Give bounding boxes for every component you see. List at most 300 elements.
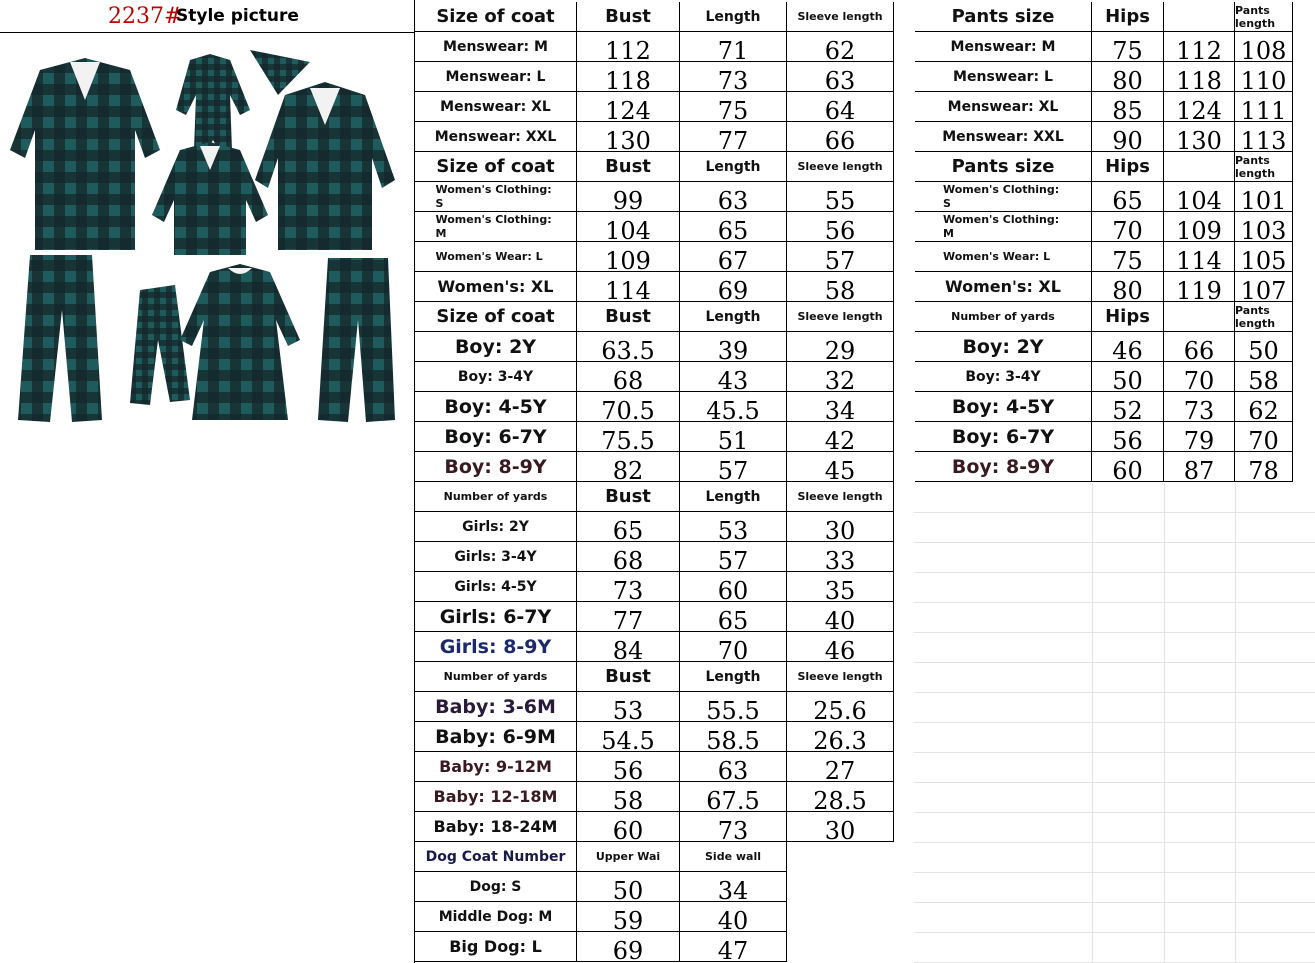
coat-value-text: 66 [824,126,856,152]
coat-header-2-1-text: Bust [605,306,651,327]
dog-value [680,902,787,932]
coat-value [787,782,894,812]
grid-line [914,662,1315,663]
dog-size-label [415,902,577,932]
coat-header-0-3-text: Sleeve length [797,10,883,23]
coat-value [577,62,680,92]
coat-header-0-2-text: Length [705,8,761,25]
coat-value-text: 33 [824,546,856,572]
pants-value-text: 62 [1248,396,1279,422]
pants-header-1-3-text: Pants length [1235,153,1276,180]
coat-size-label [415,722,577,752]
pants-value [1235,422,1293,452]
grid-line [914,782,1315,783]
pants-value [1235,242,1293,272]
pants-size-label-text: Boy: 3-4Y [965,368,1041,385]
pants-value-text: 58 [1248,366,1279,392]
coat-size-label-text: Girls: 4-5Y [454,578,537,595]
dog-value-text: 59 [612,906,644,932]
pants-value [1235,62,1293,92]
pants-header-0-1-text: Hips [1105,6,1150,27]
grid-line [914,512,1315,513]
coat-value-text: 65 [717,606,749,632]
pants-value [1235,452,1293,482]
coat-value [787,62,894,92]
grid-line [1164,483,1165,963]
pants-value-text: 103 [1240,216,1287,242]
coat-value-text: 73 [717,816,749,842]
pants-header-1-3 [1235,152,1293,182]
coat-size-label [415,392,577,422]
pants-size-label [915,422,1092,452]
pants-value-text: 108 [1240,36,1287,62]
pants-size-label [915,362,1092,392]
coat-value-text: 40 [824,606,856,632]
grid-line [914,722,1315,723]
coat-value-text: 75 [717,96,749,122]
coat-size-label [415,332,577,362]
coat-value-text: 124 [605,96,651,122]
pants-value-text: 66 [1183,336,1215,362]
dog-size-label-text: Big Dog: L [449,937,542,956]
coat-value [787,182,894,212]
coat-header-4-0 [415,662,577,692]
coat-value-text: 63 [824,66,856,92]
coat-value [787,32,894,62]
coat-value-text: 99 [612,186,644,212]
pants-value [1164,122,1235,152]
coat-size-label-text: Girls: 6-7Y [439,605,552,628]
coat-value [787,692,894,722]
coat-header-1-1 [577,152,680,182]
pants-value-text: 85 [1112,96,1143,122]
pants-header-1-2 [1164,152,1235,182]
adult-shirt-left [10,58,160,250]
pants-value-text: 56 [1112,426,1143,452]
coat-header-3-2-text: Length [705,488,761,505]
pants-value-text: 130 [1176,126,1222,152]
coat-header-4-3 [787,662,894,692]
coat-header-1-0-text: Size of coat [436,156,555,177]
pants-size-label-text: Boy: 8-9Y [951,455,1055,478]
pants-value [1164,182,1235,212]
pants-header-2-1-text: Hips [1105,306,1150,327]
pants-value-text: 78 [1248,456,1279,482]
kids-nightgown [180,264,300,420]
pants-value-text: 114 [1176,246,1222,272]
coat-value-text: 114 [605,276,651,302]
coat-size-label [415,212,577,242]
coat-value [577,212,680,242]
pants-value-text: 73 [1183,396,1215,422]
pants-size-label-text: Boy: 4-5Y [951,395,1055,418]
pants-value-text: 124 [1176,96,1222,122]
grid-line [1092,483,1093,963]
grid-line [914,542,1315,543]
coat-value [787,542,894,572]
pants-value [1235,272,1293,302]
grid-line [914,932,1315,933]
grid-line [914,902,1315,903]
coat-value-text: 45 [824,456,856,482]
coat-value [577,92,680,122]
pants-value [1235,332,1293,362]
pants-value [1235,122,1293,152]
coat-value-text: 26.3 [813,726,867,752]
grid-line [914,632,1315,633]
coat-header-1-0 [415,152,577,182]
coat-value [787,422,894,452]
pants-value [1164,272,1235,302]
pants-value-text: 110 [1240,66,1287,92]
dog-value-text: 34 [717,876,749,902]
dog-header-0 [415,842,577,872]
pants-value [1092,212,1164,242]
grid-line [914,572,1315,573]
coat-header-2-3 [787,302,894,332]
pants-value [1164,32,1235,62]
grid-line [914,842,1315,843]
pants-value [1235,32,1293,62]
coat-value [680,62,787,92]
dog-header-2 [680,842,787,872]
coat-value [680,752,787,782]
coat-value [680,572,787,602]
coat-header-4-3-text: Sleeve length [797,670,883,683]
pants-value-text: 105 [1240,246,1287,272]
dog-header-1-text: Upper Wai [595,850,661,863]
kids-pants [130,285,190,405]
coat-value-text: 57 [717,546,749,572]
coat-value-text: 65 [612,516,644,542]
dog-value [577,872,680,902]
coat-value-text: 35 [824,576,856,602]
coat-header-3-0-text: Number of yards [443,490,548,503]
coat-value-text: 53 [612,696,644,722]
coat-size-label-text: Baby: 6-9M [435,725,556,748]
coat-size-label-text: Women's Clothing: M [435,212,552,240]
pants-value-text: 65 [1112,186,1143,212]
pants-value-text: 70 [1112,216,1143,242]
pants-value [1092,362,1164,392]
coat-value-text: 68 [612,366,644,392]
coat-header-4-2 [680,662,787,692]
dog-header-1 [577,842,680,872]
coat-size-label [415,632,577,662]
coat-value [577,542,680,572]
coat-size-label [415,122,577,152]
coat-value-text: 46 [824,636,856,662]
coat-value [787,362,894,392]
pants-size-label [915,242,1092,272]
pants-header-2-1 [1092,302,1164,332]
dog-size-label [415,932,577,962]
pants-value-text: 101 [1240,186,1287,212]
coat-value-text: 73 [612,576,644,602]
pants-header-1-0-text: Pants size [951,156,1055,177]
dog-size-label-text: Dog: S [469,878,522,895]
coat-value [680,392,787,422]
pants-value [1164,362,1235,392]
coat-size-label [415,782,577,812]
coat-value-text: 104 [605,216,651,242]
coat-value-text: 67 [717,246,749,272]
coat-value-text: 53 [717,516,749,542]
coat-value [680,362,787,392]
coat-size-label [415,62,577,92]
coat-value-text: 118 [605,66,651,92]
coat-value [577,632,680,662]
coat-value-text: 56 [824,216,856,242]
coat-value [680,422,787,452]
pants-header-1-1 [1092,152,1164,182]
coat-value [680,812,787,842]
pants-size-label-text: Menswear: XL [947,98,1059,115]
coat-value [680,722,787,752]
pants-value [1092,452,1164,482]
coat-value-text: 42 [824,426,856,452]
dog-header-2-text: Side wall [705,850,761,863]
coat-value [680,512,787,542]
coat-value-text: 68 [612,546,644,572]
dog-size-label-text: Middle Dog: M [438,908,553,925]
pants-value-text: 75 [1112,246,1143,272]
coat-value-text: 63 [717,186,749,212]
coat-size-label-text: Women's: XL [437,277,554,296]
pants-header-0-3 [1235,2,1293,32]
pants-size-label-text: Women's Wear: L [943,249,1051,263]
coat-value [787,752,894,782]
pants-value [1164,422,1235,452]
coat-size-label-text: Girls: 8-9Y [439,635,552,658]
coat-size-label [415,752,577,782]
pants-value [1235,92,1293,122]
pants-value [1092,32,1164,62]
pants-value-text: 50 [1112,366,1143,392]
coat-header-0-3 [787,2,894,32]
pants-value-text: 70 [1183,366,1215,392]
coat-size-label-text: Women's Clothing: S [435,182,552,210]
dog-size-label [415,872,577,902]
coat-size-label-text: Women's Wear: L [435,249,543,263]
dog-value-text: 40 [717,906,749,932]
coat-size-label-text: Boy: 4-5Y [444,395,547,418]
coat-value-text: 65 [717,216,749,242]
coat-value [577,602,680,632]
coat-value [787,332,894,362]
coat-value [680,452,787,482]
pants-size-label [915,32,1092,62]
coat-header-2-0-text: Size of coat [436,306,555,327]
pants-header-1-1-text: Hips [1105,156,1150,177]
grid-line [914,812,1315,813]
coat-value-text: 63.5 [601,336,655,362]
coat-value-text: 70.5 [601,396,655,422]
pants-size-label [915,272,1092,302]
pants-header-2-0 [915,302,1092,332]
coat-size-label-text: Menswear: M [443,38,548,55]
coat-header-3-3 [787,482,894,512]
coat-value [680,92,787,122]
coat-value-text: 28.5 [813,786,867,812]
coat-value [577,782,680,812]
coat-value-text: 54.5 [601,726,655,752]
coat-value-text: 30 [824,816,856,842]
coat-value-text: 45.5 [706,396,760,422]
coat-value [787,272,894,302]
dog-value [577,902,680,932]
coat-value-text: 32 [824,366,856,392]
coat-size-label-text: Boy: 3-4Y [457,368,534,385]
coat-value [577,32,680,62]
title-row [0,0,415,33]
coat-value-text: 60 [612,816,644,842]
coat-size-label [415,572,577,602]
coat-value-text: 51 [717,426,749,452]
coat-value-text: 58.5 [706,726,760,752]
coat-value-text: 55 [824,186,856,212]
coat-value [680,602,787,632]
coat-size-label [415,452,577,482]
coat-size-label [415,692,577,722]
coat-value-text: 27 [824,756,856,782]
grid-line [914,752,1315,753]
coat-value [787,632,894,662]
pants-header-0-0 [915,2,1092,32]
dog-header-0-text: Dog Coat Number [425,848,566,865]
pants-value [1235,392,1293,422]
pants-size-label [915,212,1092,242]
coat-value [680,32,787,62]
coat-value-text: 75.5 [601,426,655,452]
coat-value [787,722,894,752]
coat-value [577,272,680,302]
coat-size-label [415,542,577,572]
coat-size-label [415,272,577,302]
coat-value-text: 58 [824,276,856,302]
coat-header-0-1 [577,2,680,32]
coat-size-label [415,92,577,122]
coat-value [577,812,680,842]
coat-value-text: 34 [824,396,856,422]
coat-size-label-text: Menswear: L [445,68,546,85]
coat-size-label [415,242,577,272]
dog-value [680,932,787,962]
pants-value-text: 104 [1176,186,1222,212]
coat-size-label-text: Baby: 9-12M [439,757,552,776]
coat-header-1-2 [680,152,787,182]
coat-size-label-text: Boy: 6-7Y [444,425,547,448]
pants-value-text: 80 [1112,276,1143,302]
pants-value [1164,242,1235,272]
coat-header-2-2-text: Length [705,308,761,325]
coat-value-text: 39 [717,336,749,362]
coat-header-2-0 [415,302,577,332]
coat-size-label-text: Boy: 2Y [454,335,537,358]
coat-value-text: 82 [612,456,644,482]
coat-value [787,512,894,542]
dog-value [577,932,680,962]
coat-size-label-text: Baby: 12-18M [433,787,558,806]
adult-shirt-right [255,82,395,250]
coat-header-0-0 [415,2,577,32]
coat-value [680,122,787,152]
coat-value [787,242,894,272]
kids-shirt [152,142,268,255]
pants-size-label-text: Women's Clothing: S [943,182,1060,210]
pants-header-0-3-text: Pants length [1235,3,1276,30]
coat-value-text: 57 [717,456,749,482]
pants-value [1235,212,1293,242]
coat-value-text: 109 [605,246,651,272]
pants-value [1235,182,1293,212]
pants-size-label [915,122,1092,152]
coat-value [680,632,787,662]
pants-value-text: 70 [1248,426,1279,452]
coat-header-0-0-text: Size of coat [436,6,555,27]
coat-header-4-1-text: Bust [605,666,651,687]
coat-value [787,392,894,422]
pants-header-2-3-text: Pants length [1235,303,1276,330]
pants-size-label [915,392,1092,422]
coat-value [787,812,894,842]
adult-pants-left [18,255,102,422]
coat-value-text: 73 [717,66,749,92]
coat-value-text: 67.5 [706,786,760,812]
coat-header-2-1 [577,302,680,332]
coat-value [680,782,787,812]
coat-value [577,392,680,422]
coat-header-1-1-text: Bust [605,156,651,177]
coat-header-3-0 [415,482,577,512]
pants-value-text: 107 [1240,276,1287,302]
coat-value [577,722,680,752]
coat-value [577,572,680,602]
coat-value [680,242,787,272]
pants-size-label [915,62,1092,92]
coat-size-label [415,362,577,392]
coat-header-3-1 [577,482,680,512]
coat-header-2-2 [680,302,787,332]
dog-value-text: 47 [717,936,749,962]
pants-value [1092,242,1164,272]
coat-header-4-0-text: Number of yards [443,670,548,683]
coat-value-text: 30 [824,516,856,542]
pants-value [1164,212,1235,242]
coat-value [680,332,787,362]
coat-size-label-text: Baby: 18-24M [433,817,558,836]
coat-size-label-text: Girls: 2Y [462,518,529,535]
coat-value-text: 112 [605,36,651,62]
pants-value-text: 52 [1112,396,1143,422]
coat-value [680,542,787,572]
coat-value [680,182,787,212]
pants-value-text: 75 [1112,36,1143,62]
coat-value [787,212,894,242]
pants-value-text: 80 [1112,66,1143,92]
coat-value-text: 62 [824,36,856,62]
pants-value-text: 112 [1176,36,1222,62]
pants-size-label [915,332,1092,362]
coat-size-label [415,602,577,632]
style-picture-label: Style picture [176,6,299,26]
coat-size-label-text: Menswear: XXL [434,128,557,145]
coat-value [577,452,680,482]
coat-value [577,752,680,782]
pants-header-2-2 [1164,302,1235,332]
pants-value [1092,332,1164,362]
coat-value [787,602,894,632]
